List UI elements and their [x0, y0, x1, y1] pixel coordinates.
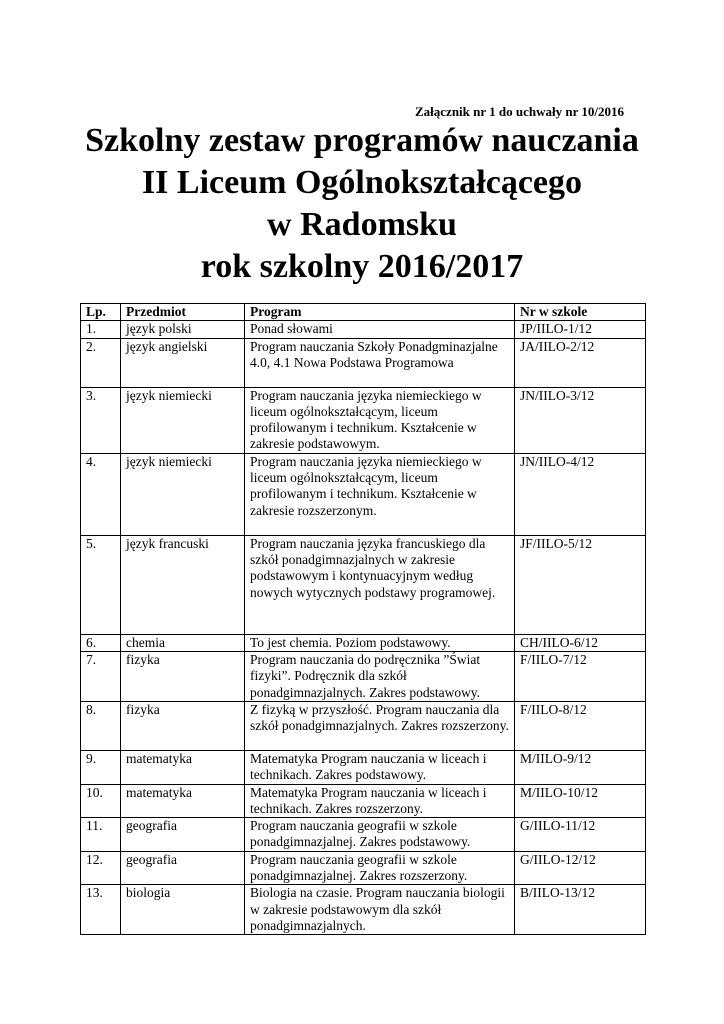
table-row — [81, 338, 646, 387]
header-subject: Przedmiot — [121, 304, 245, 321]
table-header-row — [81, 304, 646, 321]
cell-program: To jest chemia. Poziom podstawowy. — [245, 634, 515, 651]
table-row — [81, 885, 646, 935]
cell-lp: 12. — [81, 851, 121, 885]
cell-program: Program nauczania języka francuskiego dla szkół ponadgimnazjalnych w zakresie podstawowym i kontynuacyjnym według nowych wytycznych podstawy programowej. — [245, 535, 515, 634]
table-row — [81, 818, 646, 852]
cell-subject: geografia — [121, 851, 245, 885]
title-line: w Radomsku — [267, 206, 457, 243]
cell-program: Ponad słowami — [245, 321, 515, 338]
cell-program: Program nauczania geografii w szkole ponadgimnazjalnej. Zakres podstawowy. — [245, 818, 515, 852]
cell-nr: F/IILO-7/12 — [515, 652, 646, 702]
table-row — [81, 750, 646, 784]
cell-program: Program nauczania do podręcznika ”Świat fizyki”. Podręcznik dla szkół ponadgimnazjalnych. Zakres podstawowy. — [245, 652, 515, 702]
cell-nr: CH/IILO-6/12 — [515, 634, 646, 651]
cell-nr: B/IILO-13/12 — [515, 885, 646, 935]
table-row — [81, 453, 646, 535]
header-lp: Lp. — [81, 304, 121, 321]
cell-nr: F/IILO-8/12 — [515, 701, 646, 750]
cell-subject: matematyka — [121, 750, 245, 784]
table-row — [81, 321, 646, 338]
cell-lp: 2. — [81, 338, 121, 387]
cell-program: Matematyka Program nauczania w liceach i technikach. Zakres rozszerzony. — [245, 784, 515, 818]
cell-program: Program nauczania geografii w szkole ponadgimnazjalnej. Zakres rozszerzony. — [245, 851, 515, 885]
cell-nr: JA/IILO-2/12 — [515, 338, 646, 387]
title-line: rok szkolny 2016/2017 — [200, 248, 524, 285]
annex-note: Załącznik nr 1 do uchwały nr 10/2016 — [415, 104, 624, 119]
cell-nr: M/IILO-10/12 — [515, 784, 646, 818]
cell-nr: JP/IILO-1/12 — [515, 321, 646, 338]
cell-subject: język francuski — [121, 535, 245, 634]
cell-nr: G/IILO-11/12 — [515, 818, 646, 852]
cell-program: Program nauczania Szkoły Ponadgminazjalne 4.0, 4.1 Nowa Podstawa Programowa — [245, 338, 515, 387]
cell-program: Program nauczania języka niemieckiego w liceum ogólnokształcącym, liceum profilowanym i technikum. Kształcenie w zakresie rozszerzonym. — [245, 453, 515, 535]
cell-nr: JN/IILO-4/12 — [515, 453, 646, 535]
cell-subject: język niemiecki — [121, 453, 245, 535]
cell-subject: język niemiecki — [121, 387, 245, 453]
cell-lp: 8. — [81, 701, 121, 750]
table-row — [81, 652, 646, 702]
cell-program: Program nauczania języka niemieckiego w liceum ogólnokształcącym, liceum profilowanym i technikum. Kształcenie w zakresie podstawowym. — [245, 387, 515, 453]
cell-lp: 5. — [81, 535, 121, 634]
header-nr: Nr w szkole — [515, 304, 646, 321]
cell-nr: M/IILO-9/12 — [515, 750, 646, 784]
cell-lp: 11. — [81, 818, 121, 852]
cell-lp: 4. — [81, 453, 121, 535]
cell-nr: JN/IILO-3/12 — [515, 387, 646, 453]
cell-lp: 3. — [81, 387, 121, 453]
cell-subject: chemia — [121, 634, 245, 651]
cell-subject: język angielski — [121, 338, 245, 387]
cell-lp: 9. — [81, 750, 121, 784]
cell-subject: fizyka — [121, 652, 245, 702]
cell-subject: matematyka — [121, 784, 245, 818]
table-row — [81, 784, 646, 818]
cell-subject: język polski — [121, 321, 245, 338]
table-row — [81, 701, 646, 750]
table-row — [81, 535, 646, 634]
table-row — [81, 634, 646, 651]
cell-lp: 1. — [81, 321, 121, 338]
cell-program: Z fizyką w przyszłość. Program nauczania dla szkół ponadgimnazjalnych. Zakres rozszerzony. — [245, 701, 515, 750]
cell-nr: JF/IILO-5/12 — [515, 535, 646, 634]
table-row — [81, 387, 646, 453]
header-program: Program — [245, 304, 515, 321]
cell-subject: geografia — [121, 818, 245, 852]
cell-subject: fizyka — [121, 701, 245, 750]
document-title — [0, 120, 724, 288]
cell-subject: biologia — [121, 885, 245, 935]
cell-lp: 7. — [81, 652, 121, 702]
title-line: II Liceum Ogólnokształcącego — [141, 164, 583, 201]
cell-program: Biologia na czasie. Program nauczania biologii w zakresie podstawowym dla szkół ponadgimnazjalnych. — [245, 885, 515, 935]
cell-lp: 6. — [81, 634, 121, 651]
cell-program: Matematyka Program nauczania w liceach i technikach. Zakres podstawowy. — [245, 750, 515, 784]
cell-lp: 13. — [81, 885, 121, 935]
programs-table — [80, 303, 646, 935]
cell-lp: 10. — [81, 784, 121, 818]
cell-nr: G/IILO-12/12 — [515, 851, 646, 885]
table-row — [81, 851, 646, 885]
title-line: Szkolny zestaw programów nauczania — [85, 122, 639, 159]
